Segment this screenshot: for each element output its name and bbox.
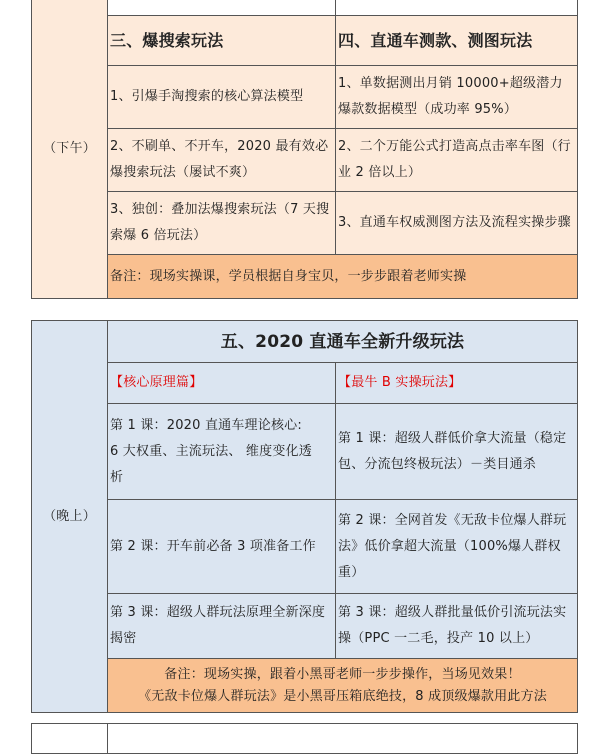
evening-header-row	[32, 363, 578, 404]
table-row	[32, 500, 578, 594]
afternoon-row1-right: 1、单数据测出月销 10000+超级潜力爆款数据模型（成功率 95%）	[336, 66, 578, 129]
evening-label: （晚上）	[43, 508, 96, 524]
col1-title: 三、爆搜索玩法	[108, 16, 336, 66]
afternoon-row3-right: 3、直通车权威测图方法及流程实操步骤	[336, 192, 578, 255]
col2-title: 四、直通车测款、测图玩法	[336, 16, 578, 66]
evening-note	[108, 659, 578, 713]
lesson1-right: 第 1 课：超级人群低价拿大流量（稳定包、分流包终极玩法）－类目通杀	[336, 404, 578, 500]
col1-header: 【核心原理篇】	[108, 363, 336, 404]
afternoon-note: 备注：现场实操课，学员根据自身宝贝，一步步跟着老师实操	[108, 255, 578, 299]
table-row	[32, 594, 578, 659]
evening-note-line1: 备注：现场实操，跟着小黑哥老师一步步操作，当场见效果！	[164, 666, 521, 682]
afternoon-note-row	[32, 255, 578, 299]
next-table-fragment	[31, 723, 578, 754]
table-row	[32, 192, 578, 255]
afternoon-row2-right: 2、二个万能公式打造高点击率车图（行业 2 倍以上）	[336, 129, 578, 192]
lesson3-right: 第 3 课：超级人群批量低价引流玩法实操（PPC 一二毛，投产 10 以上）	[336, 594, 578, 659]
afternoon-label: （下午）	[43, 141, 96, 156]
table-row	[32, 404, 578, 500]
evening-note-row	[32, 659, 578, 713]
evening-schedule-table	[31, 320, 578, 713]
lesson1-left-line3: 析	[110, 469, 124, 485]
lesson1-left	[108, 404, 336, 500]
evening-title-row	[32, 321, 578, 363]
lesson2-left: 第 2 课：开车前必备 3 项准备工作	[108, 500, 336, 594]
evening-note-line2: 《无敌卡位爆人群玩法》是小黑哥压箱底绝技，8 成顶级爆款用此方法	[138, 688, 547, 704]
afternoon-row3-left: 3、独创：叠加法爆搜索玩法（7 天搜索爆 6 倍玩法）	[108, 192, 336, 255]
lesson2-right: 第 2 课：全网首发《无敌卡位爆人群玩法》低价拿超大流量（100%爆人群权重）	[336, 500, 578, 594]
col2-header: 【最牛 B 实操玩法】	[336, 363, 578, 404]
afternoon-label-cell	[32, 0, 108, 299]
evening-title: 五、2020 直通车全新升级玩法	[108, 321, 578, 363]
table-row	[32, 66, 578, 129]
lesson1-left-line2: 6 大权重、主流玩法、 维度变化透	[110, 443, 312, 459]
evening-label-cell	[32, 321, 108, 713]
afternoon-header-row	[32, 16, 578, 66]
top-spacer-row	[32, 0, 578, 16]
afternoon-row1-left: 1、引爆手淘搜索的核心算法模型	[108, 66, 336, 129]
lesson3-left: 第 3 课：超级人群玩法原理全新深度揭密	[108, 594, 336, 659]
table-row	[32, 129, 578, 192]
afternoon-schedule-table	[31, 0, 578, 299]
lesson1-left-line1: 第 1 课：2020 直通车理论核心:	[110, 417, 302, 433]
afternoon-row2-left: 2、不刷单、不开车，2020 最有效必爆搜索玩法（屡试不爽）	[108, 129, 336, 192]
